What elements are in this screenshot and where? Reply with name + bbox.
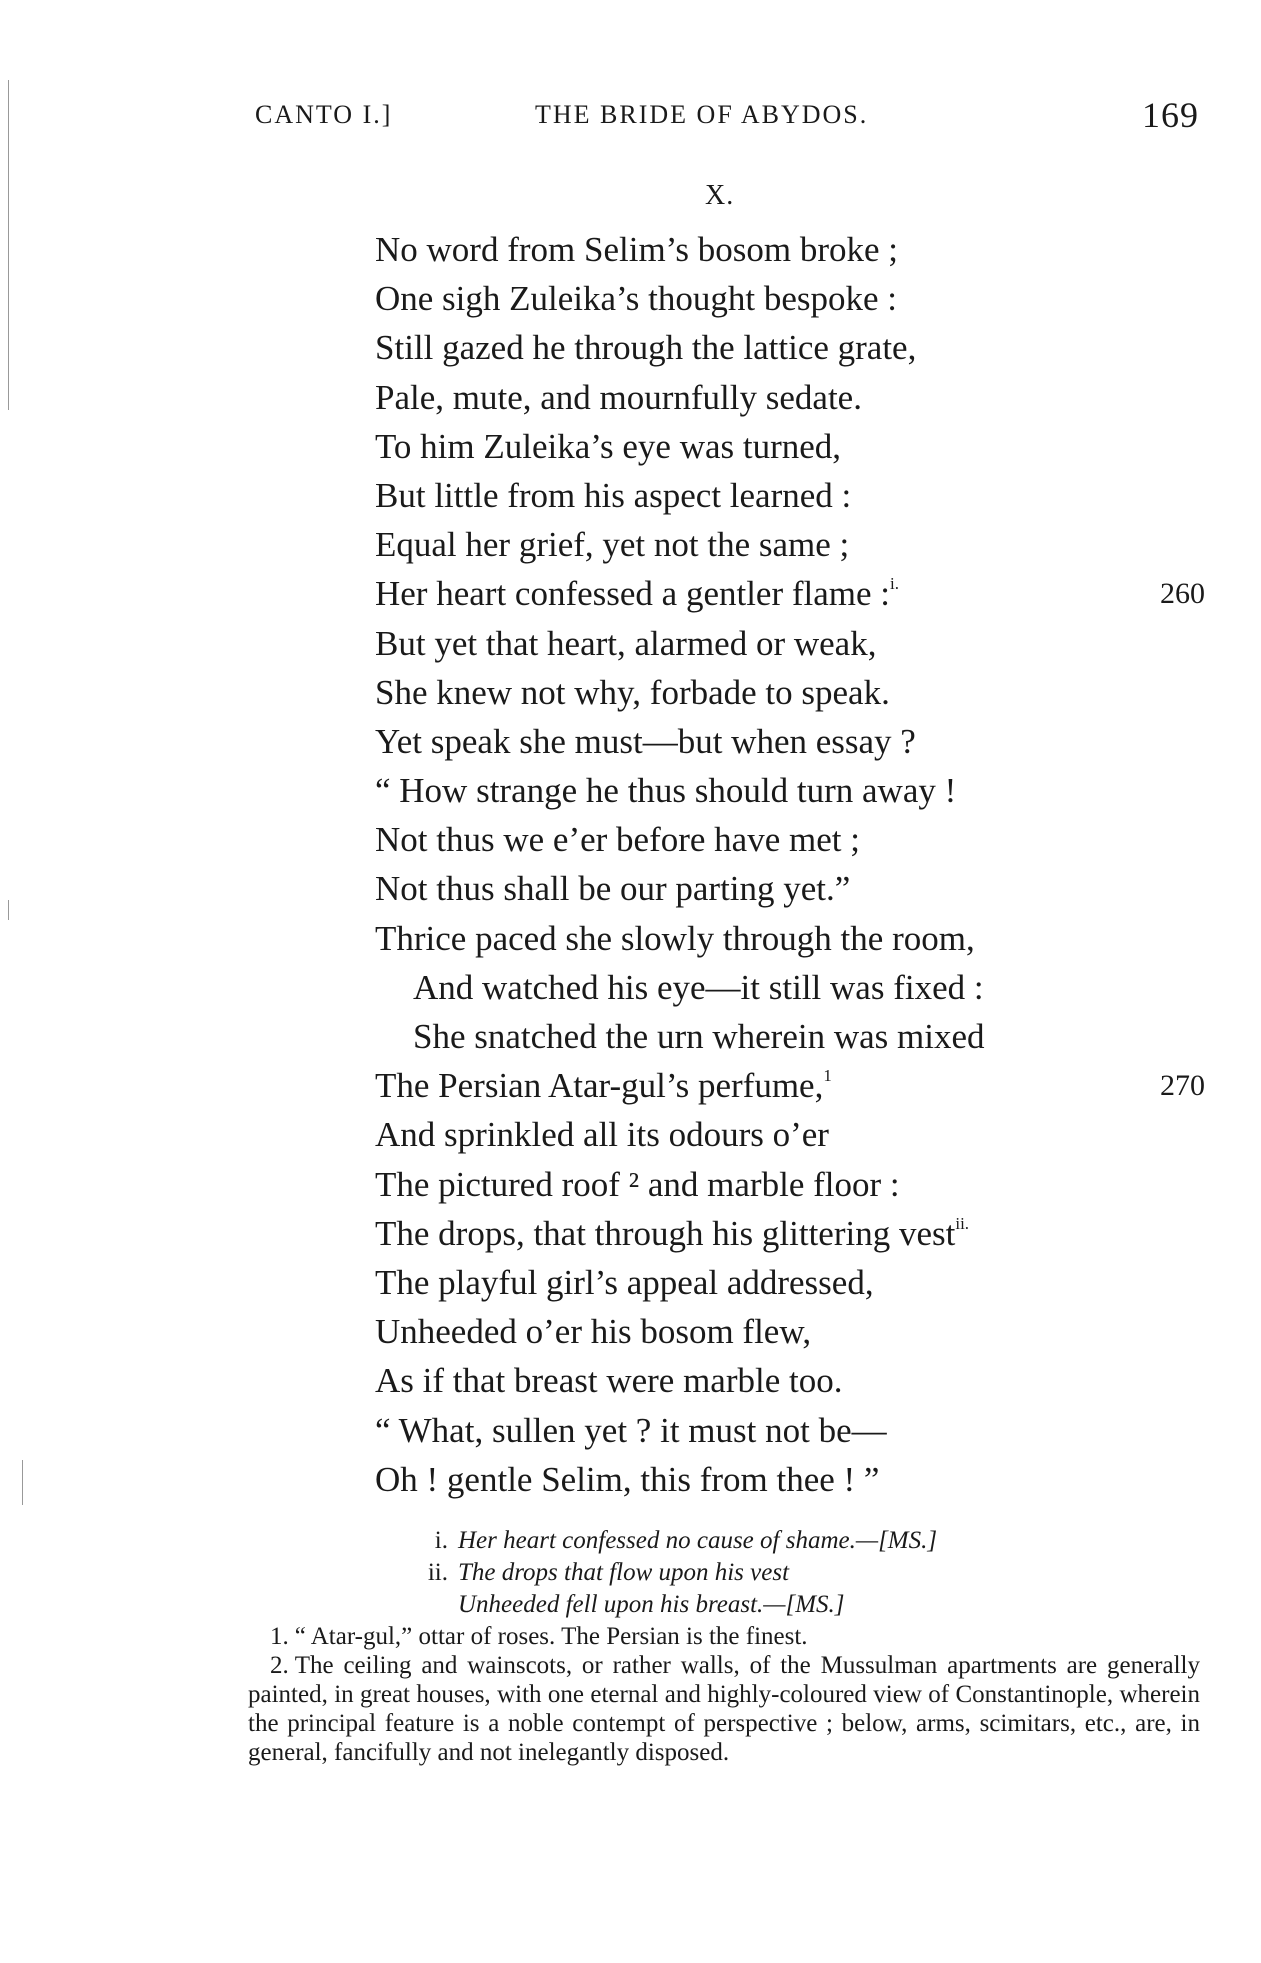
footnote-marker: i. [890,574,900,594]
footnote-number: 1. [270,1623,289,1650]
poem-line-text: The playful girl’s appeal addressed, [375,1262,874,1302]
running-head-title: THE BRIDE OF ABYDOS. [535,100,869,129]
gutter-mark [8,80,9,410]
poem-line-text: Pale, mute, and mournfully sedate. [375,377,862,417]
variant-text: The drops that flow upon his vest [458,1559,790,1586]
poem-line-text: Yet speak she must—but when essay ? [375,721,916,761]
poem-line [375,274,1205,323]
poem-line-text: No word from Selim’s bosom broke ; [375,230,899,269]
poem-line [375,668,1205,717]
section-number: X. [705,180,735,211]
poem-line [375,815,1205,864]
poem-line-text: Unheeded o’er his bosom flew, [375,1312,812,1352]
gutter-mark [8,900,9,920]
footnote-marker: ii. [955,1213,970,1233]
poem-line-text: She knew not why, forbade to speak. [375,672,890,712]
poem-line [375,1012,1205,1061]
poem-line-text: The Persian Atar-gul’s perfume, [375,1066,824,1106]
poem-line [375,717,1205,766]
running-head [255,96,1199,136]
poem-line [375,1061,1205,1110]
running-head-canto: CANTO I.] [255,100,393,129]
line-number: 260 [1160,577,1205,611]
poem-line-text: Equal her grief, yet not the same ; [375,525,850,565]
poem-line-text: The drops, that through his glittering vest [375,1213,956,1253]
poem-line-text: Her heart confessed a gentler flame : [375,574,891,614]
poem-line [375,569,1205,618]
poem-line [375,963,1205,1012]
poem-line-text: One sigh Zuleika’s thought bespoke : [375,279,898,319]
poem-line [375,766,1205,815]
poem-line [375,1209,1205,1258]
poem-line [375,422,1205,471]
poem-line-text: Still gazed he through the lattice grate, [375,328,917,368]
poem-line-text: And watched his eye—it still was fixed : [413,967,984,1007]
poem-line-text: And sprinkled all its odours o’er [375,1115,829,1155]
poem-line-text: The pictured roof ² and marble floor : [375,1164,900,1204]
variant-readings [410,1525,1170,1621]
poem-line-text: “ How strange he thus should turn away ! [375,771,957,811]
poem-line [375,864,1205,913]
poem-line-text: She snatched the urn wherein was mixed [413,1017,985,1056]
poem-line-text: To him Zuleika’s eye was turned, [375,426,842,466]
footnotes [248,1622,1200,1767]
poem-line-text: “ What, sullen yet ? it must not be— [375,1410,887,1450]
poem-line [375,619,1205,668]
variant-number: ii. [427,1559,448,1586]
poem-line-text: But yet that heart, alarmed or weak, [375,623,877,663]
poem-stanza [375,225,1205,1504]
poem-line [375,1110,1205,1159]
poem-line-text: Oh ! gentle Selim, this from thee ! ” [375,1459,880,1499]
poem-line-text: Thrice paced she slowly through the room, [375,918,975,958]
variant-number: i. [434,1527,448,1554]
poem-line [375,1455,1205,1504]
line-number: 270 [1160,1069,1205,1103]
poem-line [375,373,1205,422]
poem-line [375,914,1205,963]
footnote-text: The ceiling and wainscots, or rather walls, of the Mussulman apartments are generally painted, in great houses, with one eternal and highly-coloured view of Constantinople, wherein the principal feature is a noble contempt of perspective ; below, arms, scimitars, etc., are, in general, fancifully and not inelegantly disposed. [248,1652,1200,1766]
variant-text: Unheeded fell upon his breast.—[MS.] [458,1591,845,1618]
poem-line [375,1258,1205,1307]
variant-reading [410,1557,1170,1589]
footnote-text: “ Atar-gul,” ottar of roses. The Persian is the finest. [294,1623,808,1650]
footnote [248,1622,1200,1651]
poem-line [375,1307,1205,1356]
poem-line [375,520,1205,569]
poem-line-text: As if that breast were marble too. [375,1361,843,1401]
poem-line-text: But little from his aspect learned : [375,475,852,515]
footnote-number: 2. [270,1652,289,1679]
variant-reading [410,1589,1170,1621]
gutter-mark [22,1460,23,1505]
variant-text: Her heart confessed no cause of shame.—[MS.] [458,1527,938,1554]
poem-line-text: Not thus shall be our parting yet.” [375,869,851,909]
poem-line [375,471,1205,520]
poem-line [375,1356,1205,1405]
poem-line-text: Not thus we e’er before have met ; [375,820,860,860]
footnote-marker: 1 [823,1066,832,1086]
page-number: 169 [1142,95,1199,135]
poem-line [375,323,1205,372]
variant-reading [410,1525,1170,1557]
poem-line [375,225,1205,274]
poem-line [375,1160,1205,1209]
poem-line [375,1406,1205,1455]
footnote [248,1651,1200,1767]
